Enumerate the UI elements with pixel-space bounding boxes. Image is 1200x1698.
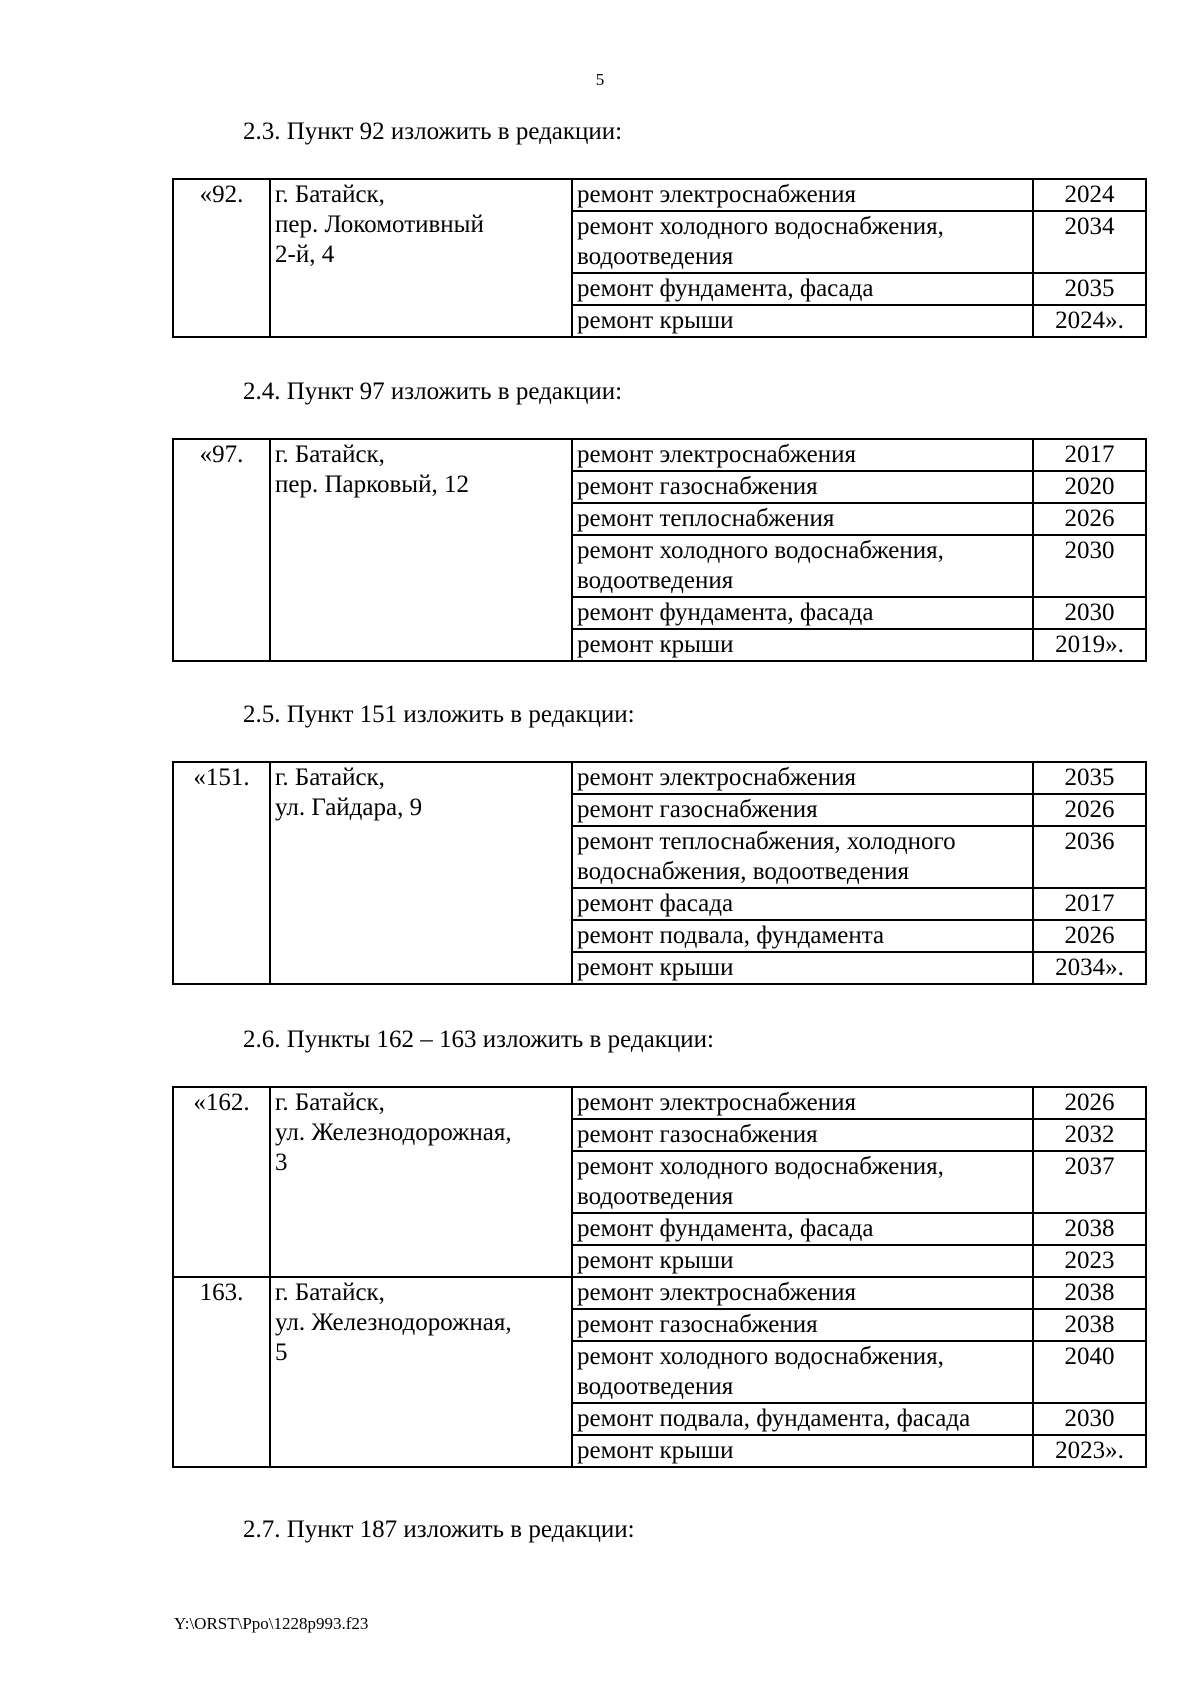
work-year: 2030 <box>1033 1403 1146 1435</box>
amendment-table-92 <box>172 178 1147 338</box>
work-line: ремонт фундамента, фасада <box>577 1215 874 1242</box>
section-heading-2-7: 2.7. Пункт 187 изложить в редакции: <box>243 1516 635 1543</box>
address-cell <box>270 439 572 661</box>
work-line: ремонт фасада <box>577 890 734 917</box>
address-line: 2-й, 4 <box>275 241 335 268</box>
work-year: 2032 <box>1033 1119 1146 1151</box>
work-year: 2023 <box>1033 1245 1146 1277</box>
work-line: ремонт крыши <box>577 954 734 981</box>
work-type <box>572 535 1033 597</box>
work-line: ремонт газоснабжения <box>577 1121 818 1148</box>
work-type <box>572 1213 1033 1245</box>
work-year: 2040 <box>1033 1341 1146 1403</box>
work-type <box>572 597 1033 629</box>
work-year: 2035 <box>1033 762 1146 794</box>
work-year: 2017 <box>1033 439 1146 471</box>
work-year: 2034 <box>1033 211 1146 273</box>
work-line: ремонт электроснабжения <box>577 441 856 468</box>
work-line: ремонт подвала, фундамента, фасада <box>577 1405 971 1432</box>
address-line: г. Батайск, <box>275 1279 385 1306</box>
work-year: 2024». <box>1033 305 1146 337</box>
work-type <box>572 1309 1033 1341</box>
work-line: ремонт холодного водоснабжения, <box>577 1153 944 1180</box>
item-number: «151. <box>173 762 270 984</box>
address-cell <box>270 179 572 337</box>
work-type <box>572 439 1033 471</box>
work-type <box>572 794 1033 826</box>
section-heading-2-4: 2.4. Пункт 97 изложить в редакции: <box>243 378 623 405</box>
item-number: «162. <box>173 1087 270 1277</box>
work-type <box>572 211 1033 273</box>
table-row <box>173 1277 1146 1309</box>
work-line: ремонт электроснабжения <box>577 181 856 208</box>
work-type <box>572 1087 1033 1119</box>
work-line: ремонт газоснабжения <box>577 1311 818 1338</box>
work-line: ремонт крыши <box>577 307 734 334</box>
work-year: 2036 <box>1033 826 1146 888</box>
address-line: ул. Железнодорожная, <box>275 1309 512 1336</box>
work-year: 2038 <box>1033 1277 1146 1309</box>
work-line: ремонт холодного водоснабжения, <box>577 213 944 240</box>
work-line: водоснабжения, водоотведения <box>577 858 909 885</box>
work-line: водоотведения <box>577 1373 734 1400</box>
work-year: 2026 <box>1033 794 1146 826</box>
work-line: ремонт крыши <box>577 631 734 658</box>
work-type <box>572 1245 1033 1277</box>
work-type <box>572 305 1033 337</box>
work-year: 2038 <box>1033 1309 1146 1341</box>
work-year: 2038 <box>1033 1213 1146 1245</box>
work-type <box>572 1403 1033 1435</box>
work-line: ремонт холодного водоснабжения, <box>577 1343 944 1370</box>
work-type <box>572 1435 1033 1467</box>
address-line: г. Батайск, <box>275 441 385 468</box>
work-year: 2026 <box>1033 1087 1146 1119</box>
work-year: 2035 <box>1033 273 1146 305</box>
work-type <box>572 1277 1033 1309</box>
work-type <box>572 888 1033 920</box>
address-line: г. Батайск, <box>275 1089 385 1116</box>
address-line: ул. Железнодорожная, <box>275 1119 512 1146</box>
work-line: ремонт теплоснабжения <box>577 505 835 532</box>
work-line: ремонт электроснабжения <box>577 764 856 791</box>
amendment-table-162-163 <box>172 1086 1147 1468</box>
address-line: 5 <box>275 1339 288 1366</box>
work-line: ремонт крыши <box>577 1437 734 1464</box>
work-type <box>572 629 1033 661</box>
work-line: водоотведения <box>577 567 734 594</box>
amendment-table-97 <box>172 438 1147 662</box>
address-line: ул. Гайдара, 9 <box>275 794 423 821</box>
work-line: ремонт электроснабжения <box>577 1279 856 1306</box>
work-year: 2026 <box>1033 503 1146 535</box>
work-year: 2030 <box>1033 535 1146 597</box>
section-heading-2-3: 2.3. Пункт 92 изложить в редакции: <box>243 118 623 145</box>
work-line: водоотведения <box>577 243 734 270</box>
work-line: ремонт фундамента, фасада <box>577 275 874 302</box>
work-type <box>572 920 1033 952</box>
table-row <box>173 762 1146 794</box>
address-line: пер. Локомотивный <box>275 211 484 238</box>
work-type <box>572 179 1033 211</box>
work-type <box>572 273 1033 305</box>
work-year: 2017 <box>1033 888 1146 920</box>
work-line: ремонт холодного водоснабжения, <box>577 537 944 564</box>
work-type <box>572 826 1033 888</box>
work-year: 2019». <box>1033 629 1146 661</box>
address-line: г. Батайск, <box>275 181 385 208</box>
work-type <box>572 762 1033 794</box>
work-line: ремонт фундамента, фасада <box>577 599 874 626</box>
work-line: ремонт газоснабжения <box>577 796 818 823</box>
work-line: ремонт крыши <box>577 1247 734 1274</box>
file-path-footer: Y:\ORST\Ppo\1228p993.f23 <box>174 1614 369 1633</box>
work-line: ремонт подвала, фундамента <box>577 922 885 949</box>
work-year: 2023». <box>1033 1435 1146 1467</box>
address-line: пер. Парковый, 12 <box>275 471 469 498</box>
work-type <box>572 1151 1033 1213</box>
table-row <box>173 1087 1146 1119</box>
work-year: 2034». <box>1033 952 1146 984</box>
item-number: «97. <box>173 439 270 661</box>
page-number: 5 <box>595 70 605 89</box>
work-type <box>572 1119 1033 1151</box>
address-cell <box>270 1277 572 1467</box>
work-year: 2020 <box>1033 471 1146 503</box>
address-cell <box>270 1087 572 1277</box>
work-type <box>572 503 1033 535</box>
work-year: 2026 <box>1033 920 1146 952</box>
work-year: 2030 <box>1033 597 1146 629</box>
address-line: 3 <box>275 1149 288 1176</box>
work-line: ремонт газоснабжения <box>577 473 818 500</box>
work-line: ремонт теплоснабжения, холодного <box>577 828 956 855</box>
work-type <box>572 471 1033 503</box>
work-line: водоотведения <box>577 1183 734 1210</box>
address-line: г. Батайск, <box>275 764 385 791</box>
address-cell <box>270 762 572 984</box>
table-row <box>173 439 1146 471</box>
amendment-table-151 <box>172 761 1147 985</box>
work-type <box>572 1341 1033 1403</box>
work-line: ремонт электроснабжения <box>577 1089 856 1116</box>
section-heading-2-5: 2.5. Пункт 151 изложить в редакции: <box>243 701 635 728</box>
item-number: «92. <box>173 179 270 337</box>
work-type <box>572 952 1033 984</box>
item-number: 163. <box>173 1277 270 1467</box>
work-year: 2037 <box>1033 1151 1146 1213</box>
section-heading-2-6: 2.6. Пункты 162 – 163 изложить в редакции: <box>243 1026 714 1053</box>
table-row <box>173 179 1146 211</box>
work-year: 2024 <box>1033 179 1146 211</box>
